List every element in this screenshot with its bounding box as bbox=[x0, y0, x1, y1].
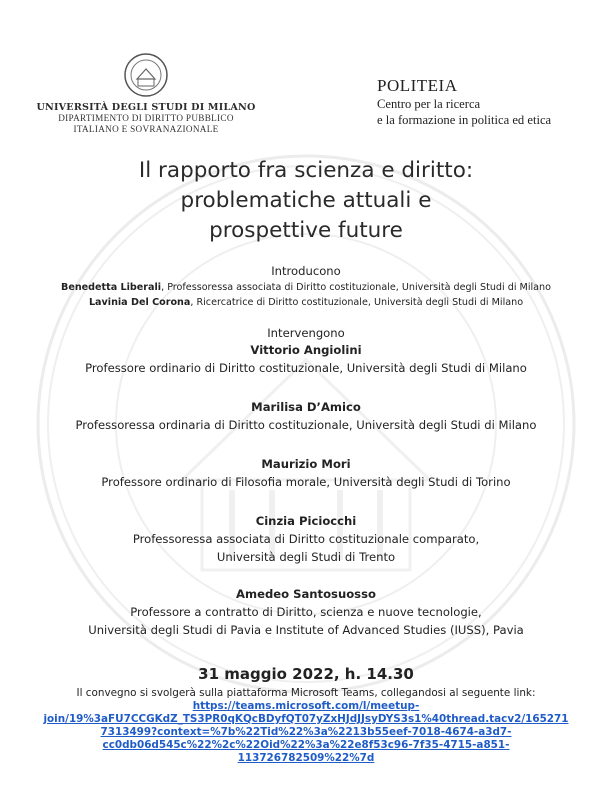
link-line-4: cc0db06d545c%22%2c%22Oid%22%3a%22e8f53c96-7f35-4715-a851- bbox=[102, 739, 510, 751]
speaker-name: Cinzia Piciocchi bbox=[255, 514, 357, 528]
university-name: UNIVERSITÀ DEGLI STUDI DI MILANO bbox=[36, 102, 256, 113]
speaker-name: Maurizio Mori bbox=[261, 457, 351, 471]
speaker-role: Professoressa ordinaria di Diritto costituzionale, Università degli Studi di Milano bbox=[75, 418, 537, 432]
title-line-3: prospettive future bbox=[209, 218, 403, 243]
title-line-1: Il rapporto fra scienza e diritto: bbox=[138, 158, 474, 183]
teams-info bbox=[0, 687, 612, 765]
intervengono-label: Intervengono bbox=[267, 326, 345, 340]
intro-item bbox=[0, 295, 612, 310]
speaker-name: Amedeo Santosuosso bbox=[236, 587, 376, 601]
speaker-block bbox=[0, 585, 612, 639]
speaker-role: Professore ordinario di Diritto costituzionale, Università degli Studi di Milano bbox=[85, 361, 527, 375]
department-line-1: DIPARTIMENTO DI DIRITTO PUBBLICO bbox=[58, 113, 234, 123]
introducono-section bbox=[0, 262, 612, 310]
intro-role: , Ricercatrice di Diritto costituzionale, Università degli Studi di Milano bbox=[190, 297, 524, 308]
teams-text: Il convegno si svolgerà sulla piattaforma Microsoft Teams, collegandosi al seguente link: bbox=[76, 687, 536, 699]
department-line-2: ITALIANO E SOVRANAZIONALE bbox=[73, 124, 219, 134]
link-line-2: join/19%3aFU7CCGKdZ_TS3PR0qKQcBDyfQT07yZxHJdJJsyDYS3s1%40thread.tacv2/165271 bbox=[43, 713, 569, 725]
link-line-1: https://teams.microsoft.com/l/meetup- bbox=[192, 700, 420, 712]
event-date: 31 maggio 2022, h. 14.30 bbox=[198, 665, 414, 683]
university-seal-logo-icon bbox=[123, 52, 169, 98]
link-line-3: 7313499?context=%7b%22Tid%22%3a%2213b55eef-7018-4674-a3d7- bbox=[100, 726, 512, 738]
speaker-role: Professore ordinario di Filosofia morale, Università degli Studi di Torino bbox=[101, 475, 511, 489]
politeia-subtitle-2: e la formazione in politica ed etica bbox=[377, 113, 552, 127]
speaker-block bbox=[0, 455, 612, 491]
link-line-5: 113726782509%22%7d bbox=[237, 752, 375, 764]
speaker-role: Professore a contratto di Diritto, scienza e nuove tecnologie, bbox=[130, 605, 482, 619]
politeia-logo-block bbox=[377, 76, 551, 128]
intro-name: Benedetta Liberali bbox=[61, 282, 162, 293]
intro-name: Lavinia Del Corona bbox=[88, 297, 191, 308]
speaker-name: Marilisa D’Amico bbox=[251, 400, 361, 414]
speaker-role: Professoressa associata di Diritto costituzionale comparato, bbox=[132, 532, 480, 546]
title-line-2: problematiche attuali e bbox=[180, 188, 432, 213]
speaker-block bbox=[0, 341, 612, 377]
university-logo-block bbox=[30, 52, 262, 135]
speaker-role-line-2: Università degli Studi di Pavia e Institute of Advanced Studies (IUSS), Pavia bbox=[88, 623, 524, 637]
teams-meeting-link[interactable] bbox=[0, 700, 612, 765]
politeia-subtitle-1: Centro per la ricerca bbox=[377, 97, 481, 111]
politeia-name: POLITEIA bbox=[377, 76, 458, 95]
event-title bbox=[0, 156, 612, 246]
speaker-role-line-2: Università degli Studi di Trento bbox=[216, 550, 396, 564]
intro-role: , Professoressa associata di Diritto costituzionale, Università degli Studi di Milano bbox=[161, 282, 551, 293]
intro-item bbox=[0, 280, 612, 295]
speaker-block bbox=[0, 512, 612, 566]
speaker-name: Vittorio Angiolini bbox=[250, 343, 362, 357]
introducono-label: Introducono bbox=[271, 264, 341, 278]
speaker-block bbox=[0, 398, 612, 434]
